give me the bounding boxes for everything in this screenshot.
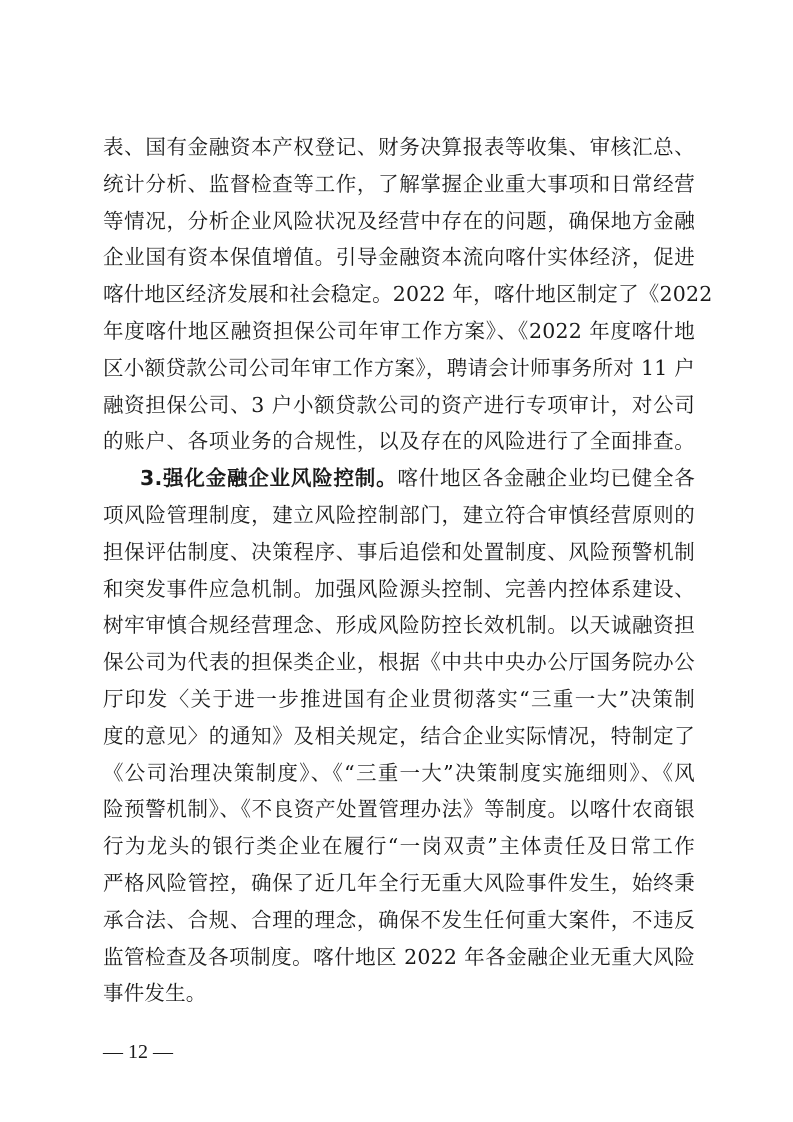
body-text <box>103 129 713 1012</box>
paragraph-line: 事件发生。 <box>103 981 207 1006</box>
paragraph-line: 区小额贷款公司公司年审工作方案》，聘请会计师事务所对 11 户 <box>103 355 695 380</box>
paragraph-line: 监管检查及各项制度。喀什地区 2022 年各金融企业无重大风险 <box>103 944 695 969</box>
paragraph-line: 等情况，分析企业风险状况及经营中存在的问题，确保地方金融 <box>103 208 695 233</box>
paragraph-line: 年度喀什地区融资担保公司年审工作方案》、《2022 年度喀什地 <box>103 318 695 343</box>
paragraph-line: 保公司为代表的担保类企业，根据《中共中央办公厅国务院办公 <box>103 650 695 675</box>
paragraph-line: 统计分析、监督检查等工作，了解掌握企业重大事项和日常经营 <box>103 171 695 196</box>
paragraph-line: 险预警机制》、《不良资产处置管理办法》等制度。以喀什农商银 <box>103 797 695 822</box>
paragraph-line: 行为龙头的银行类企业在履行“一岗双责”主体责任及日常工作 <box>103 834 695 859</box>
section-heading: 3.强化金融企业风险控制。 <box>140 466 398 491</box>
paragraph-line: 《公司治理决策制度》、《“三重一大”决策制度实施细则》、《风 <box>103 760 695 785</box>
paragraph-line: 企业国有资本保值增值。引导金融资本流向喀什实体经济，促进 <box>103 245 695 270</box>
paragraph-line: 喀什地区经济发展和社会稳定。2022 年，喀什地区制定了《2022 <box>103 282 713 307</box>
paragraph-line: 厅印发〈关于进一步推进国有企业贯彻落实“三重一大”决策制 <box>103 686 695 711</box>
paragraph-line: 融资担保公司、3 户小额贷款公司的资产进行专项审计，对公司 <box>103 392 695 417</box>
page-number: — 12 — <box>103 1041 173 1063</box>
paragraph-line: 承合法、合规、合理的理念，确保不发生任何重大案件，不违反 <box>103 907 695 932</box>
paragraph-line: 和突发事件应急机制。加强风险源头控制、完善内控体系建设、 <box>103 576 695 601</box>
paragraph-line: 严格风险管控，确保了近几年全行无重大风险事件发生，始终秉 <box>103 870 695 895</box>
paragraph-line: 度的意见〉的通知》及相关规定，结合企业实际情况，特制定了 <box>103 723 695 748</box>
section-first-line-text: 喀什地区各金融企业均已健全各 <box>397 466 695 491</box>
paragraph-line: 树牢审慎合规经营理念、形成风险防控长效机制。以天诚融资担 <box>103 613 695 638</box>
paragraph-line: 项风险管理制度，建立风险控制部门，建立符合审慎经营原则的 <box>103 502 695 527</box>
paragraph-line: 的账户、各项业务的合规性，以及存在的风险进行了全面排查。 <box>103 429 695 454</box>
paragraph-line: 担保评估制度、决策程序、事后追偿和处置制度、风险预警机制 <box>103 539 695 564</box>
paragraph-line: 表、国有金融资本产权登记、财务决算报表等收集、审核汇总、 <box>103 135 695 159</box>
section-first-line <box>103 460 695 497</box>
